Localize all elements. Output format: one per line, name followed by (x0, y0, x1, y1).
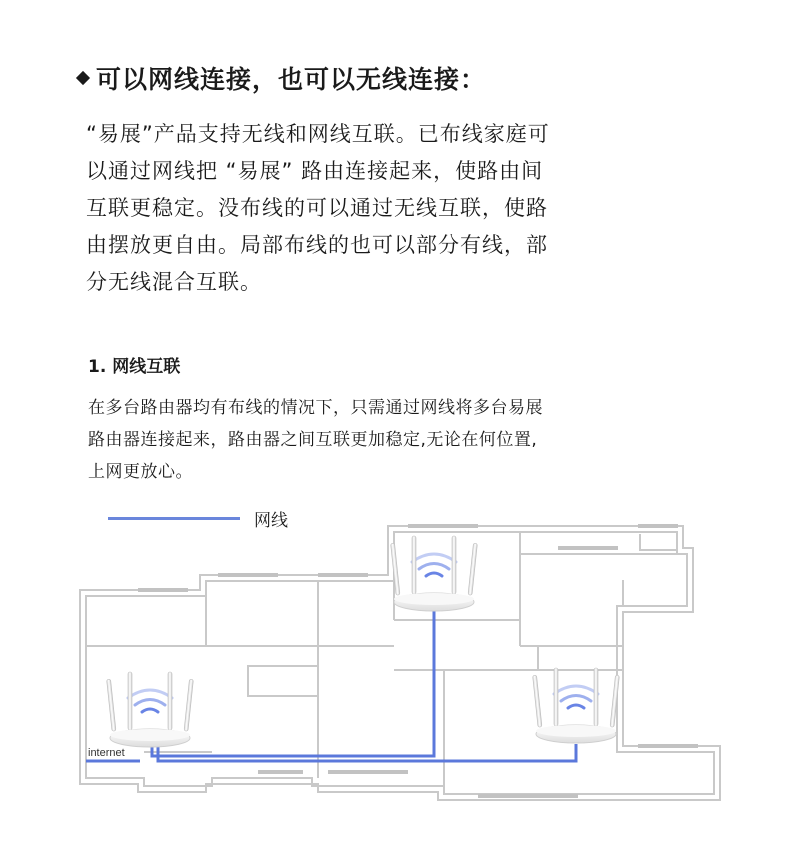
diamond-bullet-icon (76, 71, 90, 85)
section-line: 在多台路由器均有布线的情况下，只需通过网线将多台易展 (88, 398, 543, 418)
legend-label: 网线 (254, 511, 288, 531)
intro-line: 由摆放更自由。局部布线的也可以部分有线，部 (86, 233, 548, 257)
intro-line: 以通过网线把 “易展” 路由连接起来，使路由间 (86, 159, 544, 183)
page-heading (72, 60, 486, 96)
wifi-icon (412, 554, 456, 576)
intro-line: “易展”产品支持无线和网线互联。已布线家庭可 (86, 122, 550, 146)
intro-line: 分无线混合互联。 (86, 270, 262, 294)
internet-label: internet (88, 747, 125, 759)
router-icon (533, 668, 620, 743)
router-icon (391, 536, 478, 611)
wifi-icon (128, 690, 172, 712)
wifi-icon (554, 686, 598, 708)
intro-line: 互联更稳定。没布线的可以通过无线互联，使路 (86, 196, 548, 220)
section-title: 1. 网线互联 (88, 357, 181, 377)
section-body (88, 392, 543, 488)
router-icon (107, 672, 194, 747)
heading-text: 可以网线连接，也可以无线连接： (96, 65, 487, 94)
section-line: 路由器连接起来，路由器之间互联更加稳定,无论在何位置, (88, 430, 538, 450)
floor-plan-diagram (78, 520, 728, 805)
floor-plan-walls (80, 526, 720, 800)
intro-paragraph (86, 116, 550, 301)
section-line: 上网更放心。 (88, 462, 193, 482)
